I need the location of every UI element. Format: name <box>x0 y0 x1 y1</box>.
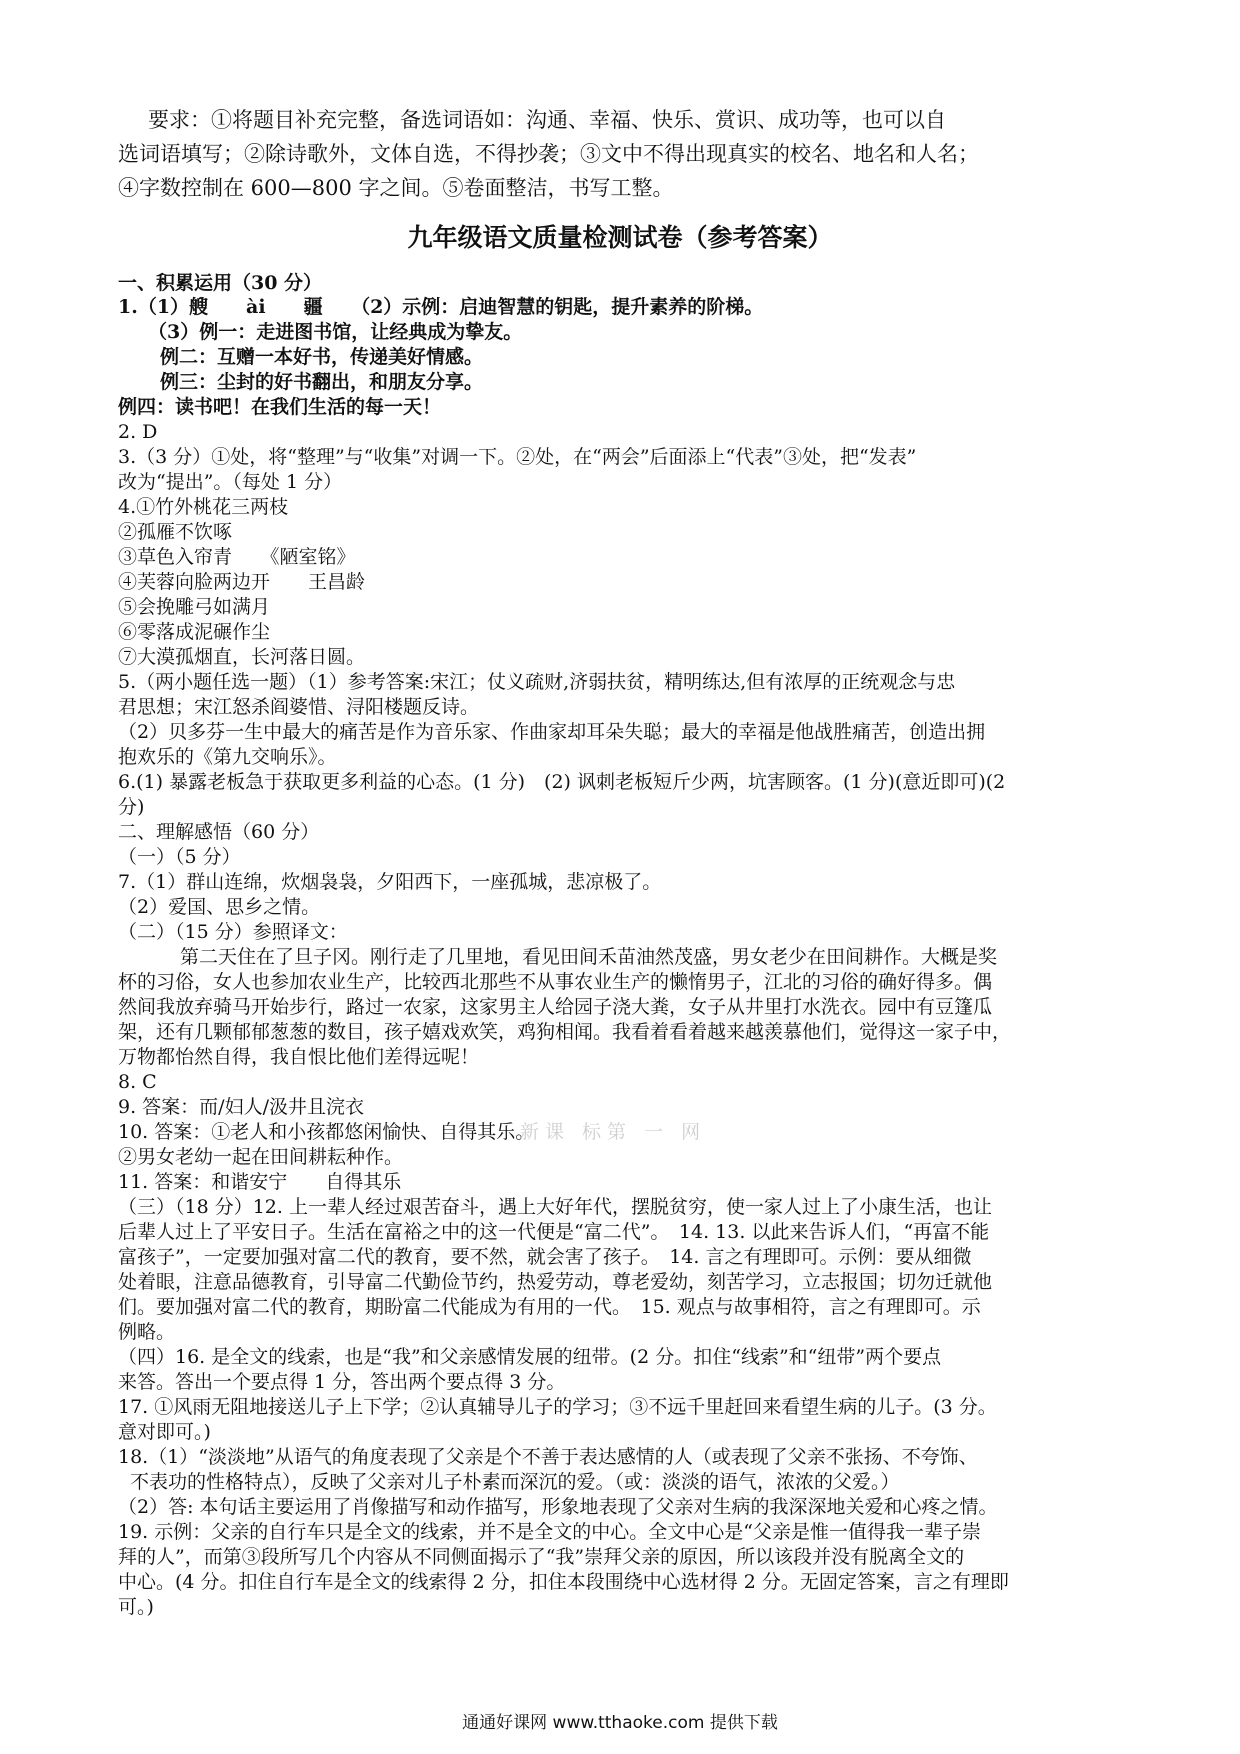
answer-line: 7.（1）群山连绵，炊烟袅袅，夕阳西下，一座孤城，悲凉极了。 <box>118 871 662 893</box>
answer-line: 富孩子”，一定要加强对富二代的教育，要不然，就会害了孩子。 14. 言之有理即可。示例：要从细微 <box>118 1246 972 1268</box>
requirements-line-2: 选词语填写；②除诗歌外，文体自选，不得抄袭；③文中不得出现真实的校名、地名和人名； <box>118 142 979 166</box>
section-heading: 一、积累运用（30 分） <box>118 272 323 294</box>
answer-line: （一）（5 分） <box>118 846 241 868</box>
answer-line: ⑥零落成泥碾作尘 <box>118 621 271 643</box>
answer-line: （2）爱国、思乡之情。 <box>118 896 321 918</box>
answer-line: 1.（1）艘 ài 疆 （2）示例：启迪智慧的钥匙，提升素养的阶梯。 <box>118 296 764 318</box>
answer-line: 8. C <box>118 1071 157 1093</box>
answer-line: ⑦大漠孤烟直，长河落日圆。 <box>118 646 366 668</box>
footer-source: 通通好课网 www.tthaoke.com 提供下载 <box>462 1713 778 1733</box>
answer-line: ②男女老幼一起在田间耕耘种作。 <box>118 1146 404 1168</box>
answer-line: （2）答: 本句话主要运用了肖像描写和动作描写，形象地表现了父亲对生病的我深深地关爱和心疼之情。 <box>118 1496 998 1518</box>
answer-line: 17. ①风雨无阻地接送儿子上下学；②认真辅导儿子的学习；③不远千里赶回来看望生病的儿子。(3 分。 <box>118 1396 997 1418</box>
answer-line: （三）（18 分）12. 上一辈人经过艰苦奋斗，遇上大好年代，摆脱贫穷，使一家人过上了小康生活，也让 <box>118 1196 992 1218</box>
answer-line: 意对即可。) <box>118 1421 211 1443</box>
answer-line: ⑤会挽雕弓如满月 <box>118 596 271 618</box>
translation-line: 万物都怡然自得，我自恨比他们差得远呢！ <box>118 1046 480 1068</box>
answer-line: 例二：互赠一本好书，传递美好情感。 <box>160 346 484 368</box>
section-heading: 二、理解感悟（60 分） <box>118 821 320 843</box>
translation-line: 架，还有几颗郁郁葱葱的数目，孩子嬉戏欢笑，鸡狗相闻。我看着看着越来越羡慕他们，觉得这一家子中， <box>118 1021 1012 1043</box>
answer-line: ③草色入帘青 《陋室铭》 <box>118 546 356 568</box>
answer-line: 拜的人”，而第③段所写几个内容从不同侧面揭示了“我”崇拜父亲的原因，所以该段并没有脱离全文的 <box>118 1546 965 1568</box>
answer-line: 君思想；宋江怒杀阎婆惜、浔阳楼题反诗。 <box>118 696 480 718</box>
translation-line: 然间我放弃骑马开始步行，路过一农家，这家男主人给园子浇大粪，女子从井里打水洗衣。园中有豆篷瓜 <box>118 996 993 1018</box>
answer-line: （四）16. 是全文的线索，也是“我”和父亲感情发展的纽带。(2 分。扣住“线索”和“纽带”两个要点 <box>118 1346 942 1368</box>
answer-line: 2. D <box>118 421 158 443</box>
answer-line: 11. 答案：和谐安宁 自得其乐 <box>118 1171 402 1193</box>
answer-line: 们。要加强对富二代的教育，期盼富二代能成为有用的一代。 15. 观点与故事相符，言之有理即可。示 <box>118 1296 981 1318</box>
answer-line: 6.(1) 暴露老板急于获取更多利益的心态。(1 分) (2) 讽刺老板短斤少两，坑害顾客。(1 分)(意近即可)(2 <box>118 771 1006 793</box>
answer-line: （3）例一：走进图书馆，让经典成为挚友。 <box>148 321 523 343</box>
answer-line: ②孤雁不饮啄 <box>118 521 233 543</box>
watermark-text: 新课 标第 一 网 <box>520 1121 707 1143</box>
translation-line: 杯的习俗，女人也参加农业生产，比较西北那些不从事农业生产的懒惰男子，江北的习俗的确好得多。偶 <box>118 971 993 993</box>
answer-line: 3.（3 分）①处，将“整理”与“收集”对调一下。②处，在“两会”后面添上“代表”③处，把“发表” <box>118 446 917 468</box>
answer-line: 后辈人过上了平安日子。生活在富裕之中的这一代便是“富二代”。 14. 13. 以此来告诉人们，“再富不能 <box>118 1221 990 1243</box>
answer-line: 改为“提出”。（每处 1 分） <box>118 471 343 493</box>
requirements-line-3: ④字数控制在 600—800 字之间。⑤卷面整洁，书写工整。 <box>118 176 674 200</box>
answer-line: ④芙蓉向脸两边开 王昌龄 <box>118 571 366 593</box>
answer-line: 9. 答案：而/妇人/汲井且浣衣 <box>118 1096 364 1118</box>
answer-line: 例三：尘封的好书翻出，和朋友分享。 <box>160 371 484 393</box>
answer-line: 中心。(4 分。扣住自行车是全文的线索得 2 分，扣住本段围绕中心选材得 2 分。无固定答案，言之有理即 <box>118 1571 1009 1593</box>
requirements-line-1: 要求：①将题目补充完整，备选词语如：沟通、幸福、快乐、赏识、成功等，也可以自 <box>148 108 946 132</box>
answer-line: 抱欢乐的《第九交响乐》。 <box>118 746 337 768</box>
answer-line: 例略。 <box>118 1321 176 1343</box>
answer-line: 不表功的性格特点），反映了父亲对儿子朴素而深沉的爱。（或：淡淡的语气，浓浓的父爱。） <box>130 1471 900 1493</box>
answer-line: 4.①竹外桃花三两枝 <box>118 496 289 518</box>
answer-line: 5.（两小题任选一题）（1）参考答案:宋江；仗义疏财,济弱扶贫，精明练达,但有浓厚的正统观念与忠 <box>118 671 956 693</box>
answer-line: 分) <box>118 796 145 818</box>
answer-line: 19. 示例：父亲的自行车只是全文的线索，并不是全文的中心。全文中心是“父亲是惟一值得我一辈子崇 <box>118 1521 981 1543</box>
answer-line: 10. 答案：①老人和小孩都悠闲愉快、自得其乐。 <box>118 1121 535 1143</box>
answer-line: （二）（15 分）参照译文： <box>118 921 348 943</box>
answer-line: 可。) <box>118 1596 154 1618</box>
answer-line: （2）贝多芬一生中最大的痛苦是作为音乐家、作曲家却耳朵失聪；最大的幸福是他战胜痛苦，创造出拥 <box>118 721 986 743</box>
translation-line: 第二天住在了旦子冈。刚行走了几里地，看见田间禾苗油然茂盛，男女老少在田间耕作。大概是奖 <box>180 946 998 968</box>
page-title: 九年级语文质量检测试卷（参考答案） <box>407 223 833 252</box>
answer-line: 例四：读书吧！在我们生活的每一天！ <box>118 396 442 418</box>
answer-line: 处着眼，注意品德教育，引导富二代勤俭节约，热爱劳动，尊老爱幼，刻苦学习，立志报国；切勿迁就他 <box>118 1271 993 1293</box>
answer-line: 18.（1）“淡淡地”从语气的角度表现了父亲是个不善于表达感情的人（或表现了父亲不张扬、不夸饰、 <box>118 1446 978 1468</box>
answer-line: 来答。答出一个要点得 1 分，答出两个要点得 3 分。 <box>118 1371 566 1393</box>
